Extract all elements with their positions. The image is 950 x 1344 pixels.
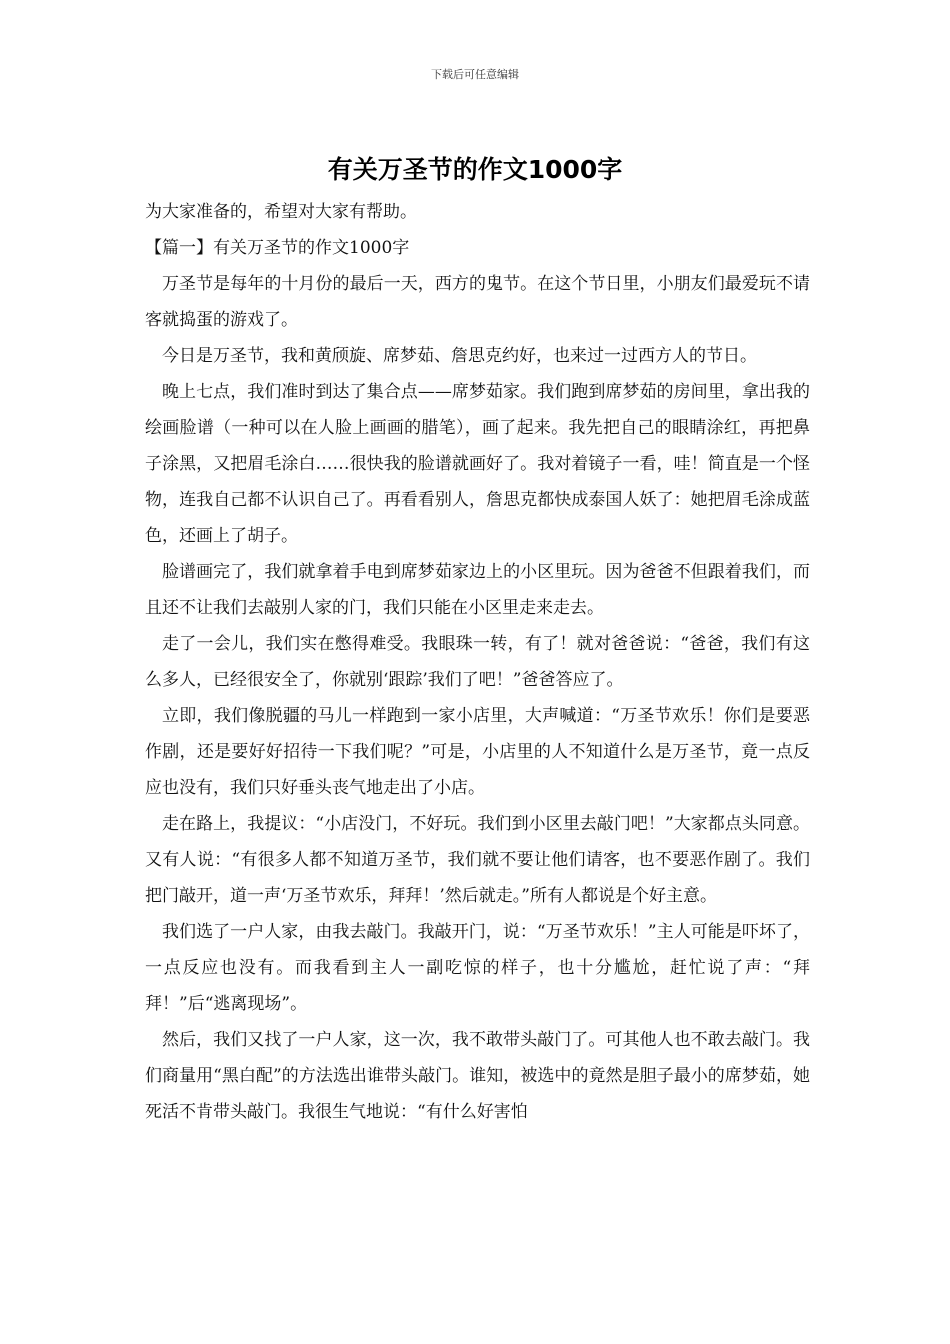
intro-paragraph: 为大家准备的，希望对大家有帮助。 bbox=[145, 202, 417, 222]
body-paragraph: 今日是万圣节，我和黄颀旋、席梦茹、詹思克约好，也来过一过西方人的节日。 bbox=[162, 346, 757, 366]
body-paragraph: 然后，我们又找了一户人家，这一次，我不敢带头敲门了。可其他人也不敢去敲门。我们商量用“黑白配”的方法选出谁带头敲门。谁知，被选中的竟然是胆子最小的席梦茹，她死活不肯带头敲门。我很生气地说：“有什么好害怕 bbox=[145, 1030, 810, 1122]
body-paragraph: 走在路上，我提议：“小店没门，不好玩。我们到小区里去敲门吧！”大家都点头同意。又有人说：“有很多人都不知道万圣节，我们就不要让他们请客，也不要恶作剧了。我们把门敲开，道一声‘万圣节欢乐，拜拜！’然后就走。”所有人都说是个好主意。 bbox=[145, 814, 810, 906]
body-paragraph: 万圣节是每年的十月份的最后一天，西方的鬼节。在这个节日里，小朋友们最爱玩不请客就捣蛋的游戏了。 bbox=[145, 274, 810, 330]
document-body bbox=[145, 194, 810, 1130]
body-paragraph: 立即，我们像脱疆的马儿一样跑到一家小店里，大声喊道：“万圣节欢乐！你们是要恶作剧，还是要好好招待一下我们呢？”可是，小店里的人不知道什么是万圣节，竟一点反应也没有，我们只好垂头丧气地走出了小店。 bbox=[145, 706, 810, 798]
section-heading: 【篇一】有关万圣节的作文1000字 bbox=[145, 238, 410, 258]
body-paragraph: 我们选了一户人家，由我去敲门。我敲开门，说：“万圣节欢乐！”主人可能是吓坏了，一点反应也没有。而我看到主人一副吃惊的样子，也十分尴尬，赶忙说了声：“拜拜！”后“逃离现场”。 bbox=[145, 922, 810, 1014]
document-title: 有关万圣节的作文1000字 bbox=[327, 155, 623, 184]
body-paragraph: 走了一会儿，我们实在憋得难受。我眼珠一转，有了！就对爸爸说：“爸爸，我们有这么多人，已经很安全了，你就别‘跟踪’我们了吧！”爸爸答应了。 bbox=[145, 634, 810, 690]
body-paragraph: 晚上七点，我们准时到达了集合点——席梦茹家。我们跑到席梦茹的房间里，拿出我的绘画脸谱（一种可以在人脸上画画的腊笔），画了起来。我先把自己的眼睛涂红，再把鼻子涂黑，又把眉毛涂白……很快我的脸谱就画好了。我对着镜子一看，哇！简直是一个怪物，连我自己都不认识自己了。再看看别人，詹思克都快成泰国人妖了：她把眉毛涂成蓝色，还画上了胡子。 bbox=[145, 382, 810, 546]
body-paragraph: 脸谱画完了，我们就拿着手电到席梦茹家边上的小区里玩。因为爸爸不但跟着我们，而且还不让我们去敲别人家的门，我们只能在小区里走来走去。 bbox=[145, 562, 810, 618]
page-header-note: 下载后可任意编辑 bbox=[431, 68, 519, 81]
